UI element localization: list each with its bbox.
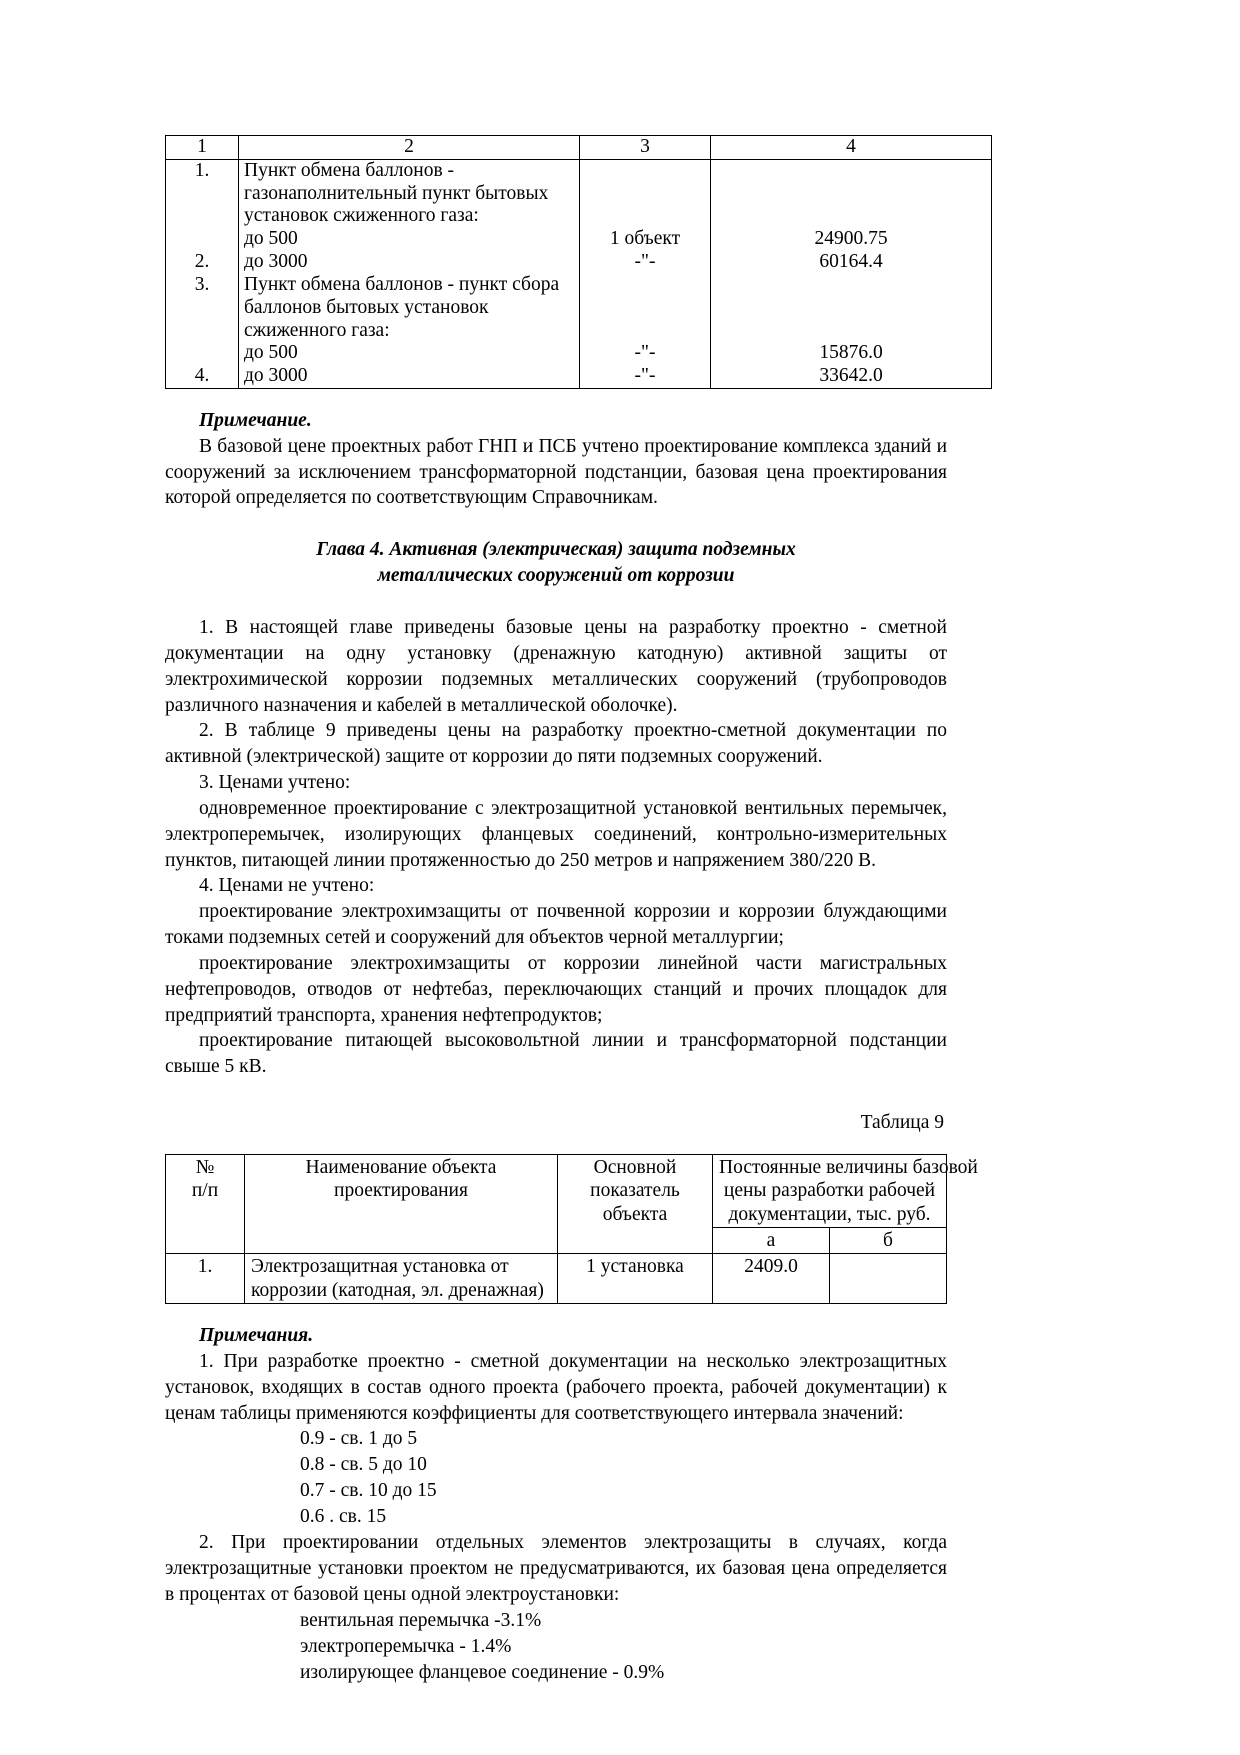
col-number-3: 3 [580, 136, 711, 160]
row-name-line: установок сжиженного газа: [244, 205, 479, 227]
row-number: 4. [166, 365, 239, 388]
paragraph-2: 2. В таблице 9 приведены цены на разработку проектно-сметной документации по активной (электрической) защите от коррозии до пяти подземных сооружений. [165, 720, 947, 768]
percentage-item: вентильная перемычка -3.1% [300, 1609, 542, 1631]
chapter-heading-line2: металлических сооружений от коррозии [377, 565, 735, 587]
row-name-line: до 500 [244, 228, 298, 250]
row-number: 2. [166, 251, 239, 274]
table9-caption: Таблица 9 [860, 1112, 944, 1133]
col-number-4: 4 [711, 136, 992, 160]
paragraph-3: 3. Ценами учтено: [199, 772, 351, 794]
row-name-line: до 500 [244, 342, 298, 364]
coefficient-item: 0.8 - св. 5 до 10 [300, 1454, 427, 1476]
header-num-line1: № [195, 1156, 215, 1178]
header-indicator-line3: объекта [602, 1203, 668, 1225]
table-row [166, 159, 992, 251]
row-name-line: до 3000 [244, 251, 308, 273]
row-name-line: Электрозащитная установка от [251, 1256, 509, 1278]
row-number: 3. [166, 274, 239, 365]
row-number: 1. [166, 159, 239, 251]
notes-heading: Примечания. [199, 1325, 314, 1347]
row-name-line: сжиженного газа: [244, 319, 390, 341]
header-name-line2: проектирования [334, 1180, 468, 1202]
header-indicator-line2: показатель [590, 1180, 680, 1202]
row-price: 60164.4 [711, 251, 992, 274]
row-name-line: Пункт обмена баллонов - [244, 159, 455, 181]
header-indicator [558, 1154, 713, 1254]
row-price: 15876.0 [711, 274, 992, 365]
row-name-line: баллонов бытовых установок [244, 296, 489, 318]
percentage-item: электроперемычка - 1.4% [300, 1635, 512, 1657]
row-price: 33642.0 [711, 365, 992, 388]
header-subcol-a: а [713, 1228, 830, 1254]
row-value-a: 2409.0 [713, 1254, 830, 1304]
header-num-line2: п/п [191, 1180, 219, 1202]
header-price-line1: Постоянные величины базовой [719, 1156, 978, 1178]
table-row-column-numbers [166, 136, 992, 160]
note-heading: Примечание. [199, 409, 312, 431]
spacer [165, 589, 947, 615]
price-table-top [165, 135, 992, 389]
header-name-line1: Наименование объекта [305, 1156, 497, 1178]
table9-header-row [166, 1154, 947, 1227]
percentage-item: изолирующее фланцевое соединение - 0.9% [300, 1661, 665, 1683]
row-name-line: газонаполнительный пункт бытовых [244, 182, 549, 204]
paragraph-1: 1. В настоящей главе приведены базовые цены на разработку проектно - сметной документации на одну установку (дренажную катодную) активной защиты от электрохимической коррозии подземных металлических сооружений (трубопроводов различного назначения и кабелей в металлической оболочке). [165, 617, 947, 716]
header-name [245, 1154, 558, 1254]
coefficient-item: 0.6 . св. 15 [300, 1506, 387, 1528]
row-number: 1. [166, 1254, 245, 1304]
col-number-1: 1 [166, 136, 239, 160]
row-name [245, 1254, 558, 1304]
document-content [165, 135, 978, 1685]
paragraph-5: 4. Ценами не учтено: [199, 875, 375, 897]
table-row [166, 274, 992, 365]
row-indicator: -"- [580, 274, 711, 365]
row-name-line: Пункт обмена баллонов - пункт сбора [244, 273, 560, 295]
row-indicator: 1 объект [580, 159, 711, 251]
chapter-heading-line1: Глава 4. Активная (электрическая) защита подземных [316, 539, 796, 561]
header-price-line3: документации, тыс. руб. [728, 1203, 931, 1225]
paragraph-4: одновременное проектирование с электрозащитной установкой вентильных перемычек, электроперемычек, изолирующих фланцевых соединений, контрольно-измерительных пунктов, питающей линии протяженностью до 250 метров и напряжением 380/220 В. [165, 797, 947, 871]
spacer [165, 1136, 947, 1154]
row-name [239, 274, 580, 365]
row-name [239, 365, 580, 388]
col-number-2: 2 [239, 136, 580, 160]
paragraph-6: проектирование электрохимзащиты от почвенной коррозии и коррозии блуждающими токами подземных сетей и сооружений для объектов черной металлургии; [165, 901, 947, 949]
note-body: В базовой цене проектных работ ГНП и ПСБ учтено проектирование комплекса зданий и сооружений за исключением трансформаторной подстанции, базовая цена проектирования которой определяется по соответствующим Справочникам. [165, 435, 947, 509]
row-name-line: до 3000 [244, 365, 308, 387]
row-indicator: -"- [580, 251, 711, 274]
table-row [166, 365, 992, 388]
paragraph-8: проектирование питающей высоковольтной линии и трансформаторной подстанции свыше 5 кВ. [165, 1030, 947, 1078]
header-subcol-b: б [830, 1228, 947, 1254]
header-price-line2: цены разработки рабочей [723, 1180, 936, 1202]
coefficient-item: 0.9 - св. 1 до 5 [300, 1428, 418, 1450]
row-indicator: -"- [580, 365, 711, 388]
notes-item-2: 2. При проектировании отдельных элементов электрозащиты в случаях, когда электрозащитные установки проектом не предусматриваются, их базовая цена определяется в процентах от базовой цены одной электроустановки: [165, 1532, 947, 1605]
row-name [239, 159, 580, 251]
row-price: 24900.75 [711, 159, 992, 251]
header-indicator-line1: Основной [593, 1156, 677, 1178]
coefficient-item: 0.7 - св. 10 до 15 [300, 1480, 437, 1502]
table9-row [166, 1254, 947, 1304]
header-num [166, 1154, 245, 1254]
row-value-b [830, 1254, 947, 1304]
header-price [713, 1154, 978, 1227]
notes-item-1: 1. При разработке проектно - сметной документации на несколько электрозащитных установок, входящих в состав одного проекта (рабочего проекта, рабочей документации) к ценам таблицы применяются коэффициенты для соответствующего интервала значений: [165, 1351, 947, 1424]
chapter-heading [165, 537, 947, 589]
row-name [239, 251, 580, 274]
table-row [166, 251, 992, 274]
price-table-9 [165, 1154, 978, 1304]
paragraph-7: проектирование электрохимзащиты от коррозии линейной части магистральных нефтепроводов, отводов от нефтебаз, переключающих станций и прочих площадок для предприятий транспорта, хранения нефтепродуктов; [165, 952, 947, 1026]
row-indicator: 1 установка [558, 1254, 713, 1304]
row-name-line: коррозии (катодная, эл. дренажная) [251, 1279, 544, 1301]
